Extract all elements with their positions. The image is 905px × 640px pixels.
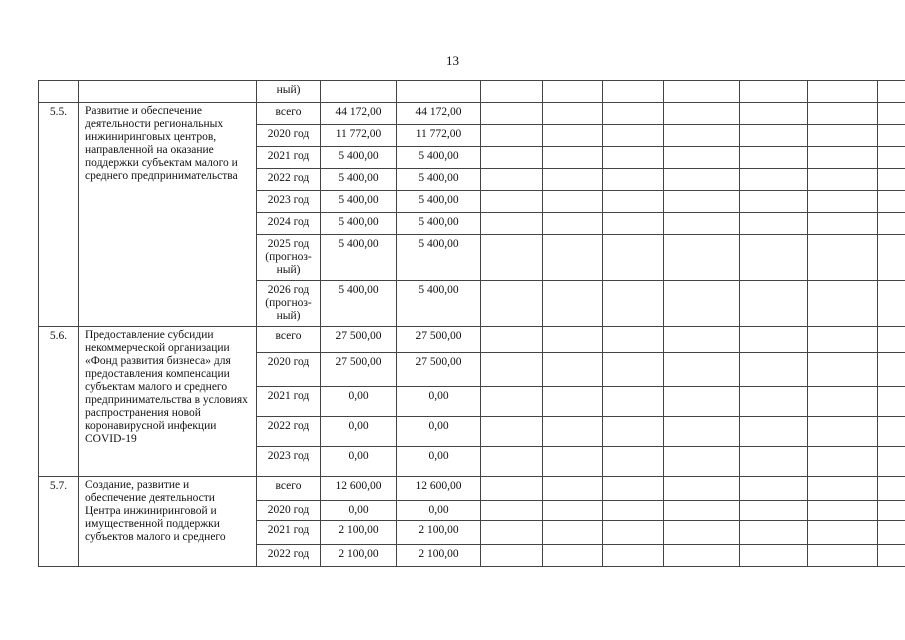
empty-cell [481, 103, 543, 125]
budget-cell: 5 400,00 [397, 235, 481, 281]
empty-cell [664, 447, 740, 477]
table-row [39, 103, 905, 125]
empty-cell [603, 521, 664, 545]
budget-cell: 5 400,00 [397, 191, 481, 213]
empty-cell [740, 169, 808, 191]
empty-cell [603, 501, 664, 521]
item-name-cell: Создание, развитие и обеспечение деятельности Центра инжиниринговой и имущественной поддержки субъектов малого и среднего [79, 477, 257, 567]
empty-cell [808, 281, 878, 327]
empty-cell [664, 81, 740, 103]
empty-cell [878, 521, 905, 545]
empty-cell [543, 281, 603, 327]
item-number-cell [39, 81, 79, 103]
empty-cell [664, 281, 740, 327]
empty-cell [878, 235, 905, 281]
empty-cell [543, 327, 603, 353]
empty-cell [664, 235, 740, 281]
empty-cell [808, 103, 878, 125]
empty-cell [481, 417, 543, 447]
total-cell: 0,00 [321, 417, 397, 447]
empty-cell [481, 235, 543, 281]
empty-cell [664, 501, 740, 521]
period-cell: 2022 год [257, 545, 321, 567]
empty-cell [808, 125, 878, 147]
empty-cell [878, 447, 905, 477]
empty-cell [543, 387, 603, 417]
empty-cell [740, 81, 808, 103]
empty-cell [543, 521, 603, 545]
empty-cell [878, 213, 905, 235]
budget-cell: 2 100,00 [397, 545, 481, 567]
empty-cell [603, 387, 664, 417]
empty-cell [603, 327, 664, 353]
total-cell: 5 400,00 [321, 235, 397, 281]
empty-cell [664, 521, 740, 545]
empty-cell [481, 147, 543, 169]
empty-cell [603, 447, 664, 477]
empty-cell [740, 417, 808, 447]
empty-cell [603, 417, 664, 447]
empty-cell [481, 521, 543, 545]
empty-cell [740, 353, 808, 387]
empty-cell [664, 125, 740, 147]
empty-cell [481, 501, 543, 521]
total-cell [321, 81, 397, 103]
empty-cell [664, 545, 740, 567]
budget-cell: 2 100,00 [397, 521, 481, 545]
period-cell: 2020 год [257, 501, 321, 521]
period-cell: 2020 год [257, 125, 321, 147]
empty-cell [740, 447, 808, 477]
empty-cell [603, 125, 664, 147]
empty-cell [543, 447, 603, 477]
empty-cell [603, 353, 664, 387]
empty-cell [543, 81, 603, 103]
empty-cell [543, 501, 603, 521]
empty-cell [664, 169, 740, 191]
empty-cell [603, 281, 664, 327]
empty-cell [808, 501, 878, 521]
item-name-cell: Предоставление субсидии некоммерческой организации «Фонд развития бизнеса» для предоставления компенсации субъектам малого и среднего предпринимательства в условиях распространения новой коронавирусной инфекции COVID-19 [79, 327, 257, 477]
empty-cell [481, 327, 543, 353]
empty-cell [740, 125, 808, 147]
period-cell: 2023 год [257, 447, 321, 477]
item-name-cell: Развитие и обеспечение деятельности региональных инжиниринговых центров, направленной на оказание поддержки субъектам малого и среднего предпринимательства [79, 103, 257, 327]
empty-cell [603, 191, 664, 213]
total-cell: 5 400,00 [321, 147, 397, 169]
item-number-cell: 5.6. [39, 327, 79, 477]
empty-cell [740, 147, 808, 169]
empty-cell [481, 125, 543, 147]
empty-cell [740, 477, 808, 501]
total-cell: 0,00 [321, 501, 397, 521]
empty-cell [664, 191, 740, 213]
empty-cell [808, 521, 878, 545]
total-cell: 5 400,00 [321, 281, 397, 327]
total-cell: 27 500,00 [321, 353, 397, 387]
empty-cell [481, 387, 543, 417]
empty-cell [664, 387, 740, 417]
empty-cell [808, 191, 878, 213]
empty-cell [740, 191, 808, 213]
empty-cell [808, 477, 878, 501]
total-cell: 0,00 [321, 447, 397, 477]
empty-cell [664, 477, 740, 501]
item-name-cell [79, 81, 257, 103]
item-number-cell: 5.7. [39, 477, 79, 567]
empty-cell [664, 213, 740, 235]
empty-cell [481, 191, 543, 213]
page-number: 13 [446, 53, 459, 68]
budget-cell: 0,00 [397, 387, 481, 417]
empty-cell [878, 327, 905, 353]
empty-cell [543, 213, 603, 235]
period-cell: 2021 год [257, 521, 321, 545]
total-cell: 11 772,00 [321, 125, 397, 147]
period-cell: всего [257, 477, 321, 501]
period-cell: 2022 год [257, 169, 321, 191]
empty-cell [481, 353, 543, 387]
empty-cell [543, 125, 603, 147]
total-cell: 5 400,00 [321, 169, 397, 191]
empty-cell [543, 235, 603, 281]
period-cell: 2026 год (прогноз-ный) [257, 281, 321, 327]
empty-cell [878, 545, 905, 567]
empty-cell [603, 213, 664, 235]
empty-cell [543, 103, 603, 125]
empty-cell [481, 169, 543, 191]
empty-cell [808, 235, 878, 281]
budget-cell: 5 400,00 [397, 169, 481, 191]
empty-cell [878, 387, 905, 417]
empty-cell [878, 125, 905, 147]
empty-cell [878, 501, 905, 521]
budget-cell: 44 172,00 [397, 103, 481, 125]
period-cell: всего [257, 103, 321, 125]
table-row [39, 477, 905, 501]
budget-cell [397, 81, 481, 103]
empty-cell [543, 545, 603, 567]
total-cell: 27 500,00 [321, 327, 397, 353]
empty-cell [603, 169, 664, 191]
empty-cell [543, 353, 603, 387]
empty-cell [808, 327, 878, 353]
total-cell: 5 400,00 [321, 191, 397, 213]
empty-cell [740, 235, 808, 281]
empty-cell [808, 417, 878, 447]
empty-cell [740, 387, 808, 417]
empty-cell [481, 447, 543, 477]
period-cell: ный) [257, 81, 321, 103]
empty-cell [481, 213, 543, 235]
empty-cell [878, 477, 905, 501]
empty-cell [543, 147, 603, 169]
empty-cell [664, 103, 740, 125]
empty-cell [603, 81, 664, 103]
budget-cell: 0,00 [397, 447, 481, 477]
total-cell: 2 100,00 [321, 545, 397, 567]
budget-cell: 11 772,00 [397, 125, 481, 147]
empty-cell [603, 235, 664, 281]
period-cell: 2025 год (прогноз-ный) [257, 235, 321, 281]
empty-cell [878, 103, 905, 125]
empty-cell [740, 521, 808, 545]
empty-cell [808, 81, 878, 103]
empty-cell [878, 191, 905, 213]
empty-cell [808, 169, 878, 191]
empty-cell [481, 545, 543, 567]
period-cell: всего [257, 327, 321, 353]
empty-cell [543, 191, 603, 213]
empty-cell [740, 213, 808, 235]
empty-cell [603, 147, 664, 169]
budget-cell: 27 500,00 [397, 327, 481, 353]
budget-cell: 5 400,00 [397, 281, 481, 327]
period-cell: 2022 год [257, 417, 321, 447]
empty-cell [664, 327, 740, 353]
empty-cell [543, 417, 603, 447]
period-cell: 2021 год [257, 147, 321, 169]
empty-cell [603, 477, 664, 501]
empty-cell [740, 501, 808, 521]
empty-cell [543, 477, 603, 501]
empty-cell [481, 81, 543, 103]
empty-cell [878, 169, 905, 191]
budget-cell: 0,00 [397, 501, 481, 521]
total-cell: 12 600,00 [321, 477, 397, 501]
total-cell: 2 100,00 [321, 521, 397, 545]
period-cell: 2020 год [257, 353, 321, 387]
period-cell: 2023 год [257, 191, 321, 213]
empty-cell [603, 103, 664, 125]
period-cell: 2024 год [257, 213, 321, 235]
table-row [39, 327, 905, 353]
empty-cell [808, 353, 878, 387]
empty-cell [808, 447, 878, 477]
empty-cell [878, 147, 905, 169]
budget-cell: 27 500,00 [397, 353, 481, 387]
table-row [39, 81, 905, 103]
total-cell: 5 400,00 [321, 213, 397, 235]
table-body [39, 81, 905, 567]
empty-cell [481, 281, 543, 327]
period-cell: 2021 год [257, 387, 321, 417]
empty-cell [740, 281, 808, 327]
total-cell: 44 172,00 [321, 103, 397, 125]
empty-cell [878, 81, 905, 103]
empty-cell [878, 281, 905, 327]
item-number-cell: 5.5. [39, 103, 79, 327]
empty-cell [740, 327, 808, 353]
total-cell: 0,00 [321, 387, 397, 417]
empty-cell [878, 417, 905, 447]
empty-cell [740, 103, 808, 125]
empty-cell [543, 169, 603, 191]
empty-cell [481, 477, 543, 501]
empty-cell [603, 545, 664, 567]
empty-cell [664, 147, 740, 169]
budget-cell: 5 400,00 [397, 147, 481, 169]
budget-table [38, 80, 905, 567]
empty-cell [740, 545, 808, 567]
budget-cell: 5 400,00 [397, 213, 481, 235]
empty-cell [664, 353, 740, 387]
budget-cell: 12 600,00 [397, 477, 481, 501]
budget-cell: 0,00 [397, 417, 481, 447]
empty-cell [808, 387, 878, 417]
empty-cell [878, 353, 905, 387]
empty-cell [808, 545, 878, 567]
empty-cell [808, 147, 878, 169]
empty-cell [664, 417, 740, 447]
empty-cell [808, 213, 878, 235]
